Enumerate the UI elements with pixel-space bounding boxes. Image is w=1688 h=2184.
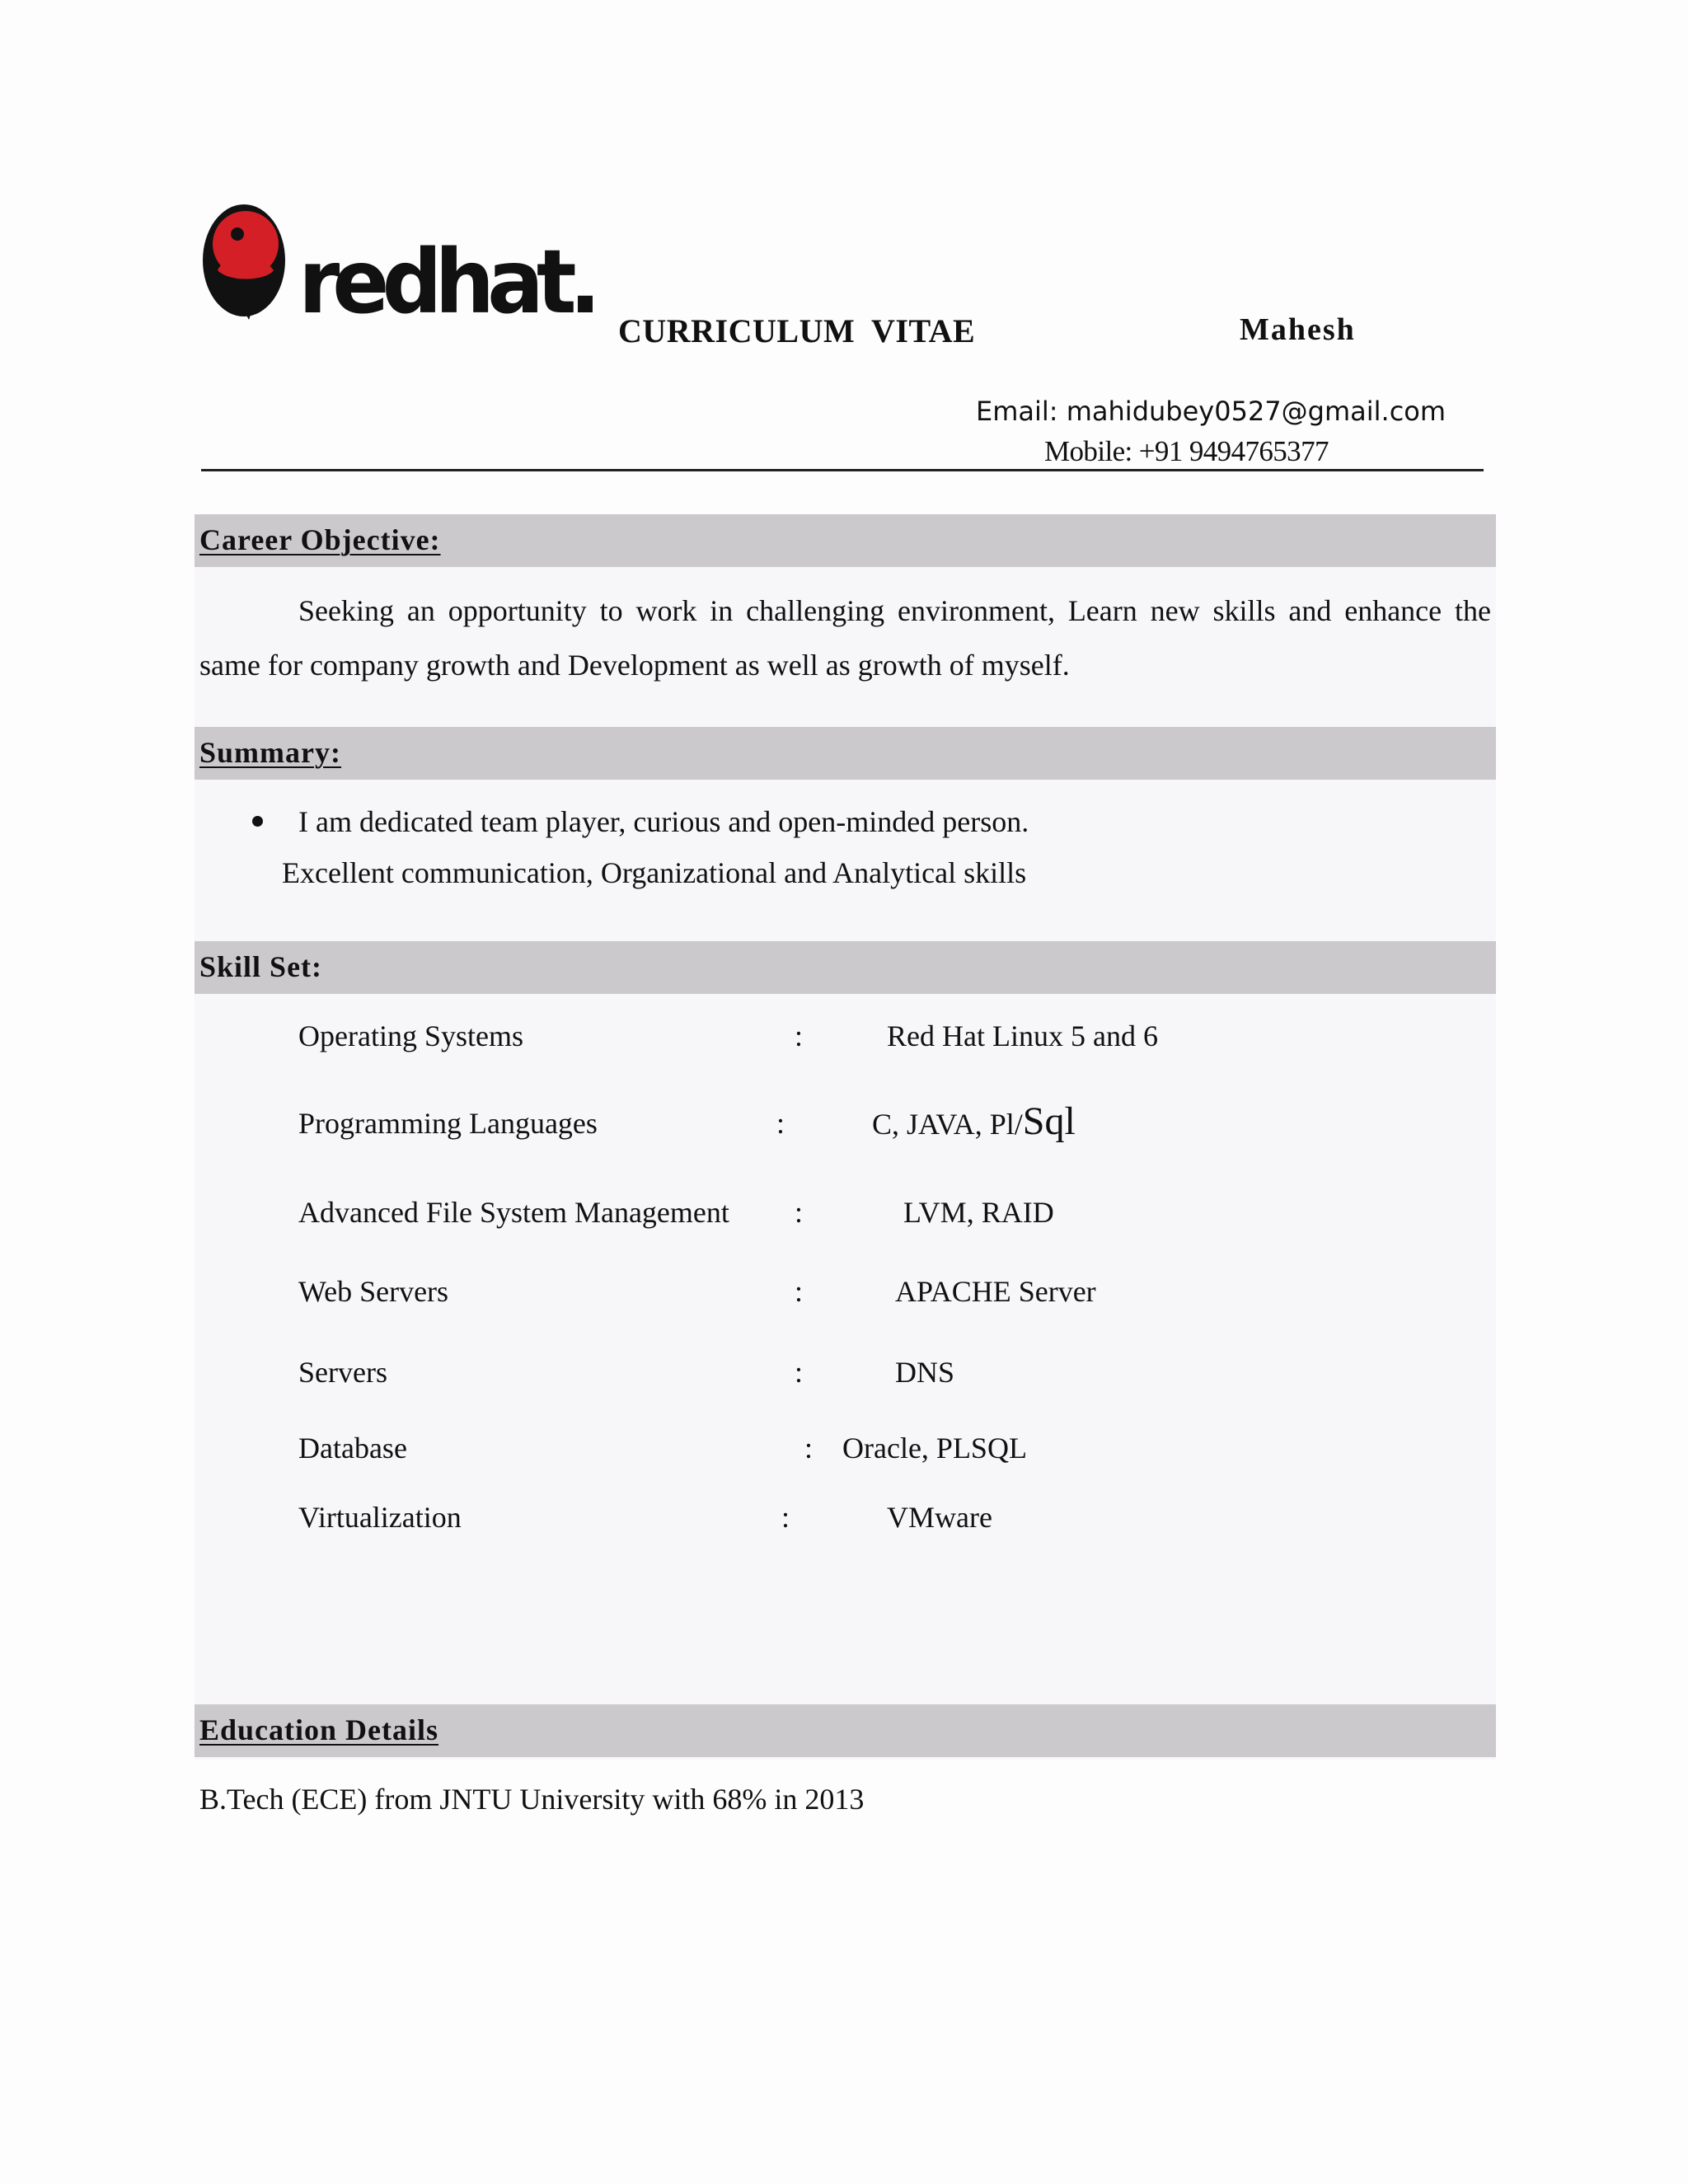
skill-label-virtualization: Virtualization <box>298 1501 462 1534</box>
skill-separator: : <box>804 1432 814 1465</box>
skill-separator: : <box>776 1107 785 1140</box>
education-line: B.Tech (ECE) from JNTU University with 68% in 2013 <box>199 1783 865 1816</box>
header-divider <box>201 469 1484 471</box>
skill-separator: : <box>795 1019 804 1052</box>
skill-label-web-servers: Web Servers <box>298 1275 449 1308</box>
skill-label-servers: Servers <box>298 1356 387 1389</box>
mobile-contact: Mobile: +91 9494765377 <box>1044 435 1329 467</box>
skill-label-file-system: Advanced File System Management <box>298 1196 729 1229</box>
skill-value-file-system: LVM, RAID <box>903 1196 1054 1229</box>
skill-set-heading-bar <box>195 941 1496 994</box>
skill-separator: : <box>795 1356 804 1389</box>
education-heading: Education Details <box>199 1713 439 1746</box>
logo-wordmark: redhat. <box>298 230 594 334</box>
summary-heading: Summary: <box>199 736 341 769</box>
skill-separator: : <box>795 1196 804 1229</box>
skill-separator: : <box>781 1501 790 1534</box>
email-contact: Email: mahidubey0527@gmail.com <box>976 396 1447 427</box>
skill-value-virtualization: VMware <box>887 1501 992 1534</box>
skill-value-servers: DNS <box>895 1356 955 1389</box>
education-heading-bar <box>195 1704 1496 1757</box>
summary-heading-bar <box>195 727 1496 780</box>
career-objective-heading: Career Objective: <box>199 523 441 556</box>
career-objective-heading-bar <box>195 514 1496 567</box>
summary-bullet-text: I am dedicated team player, curious and open-minded person. <box>298 805 1029 838</box>
skill-label-operating-systems: Operating Systems <box>298 1019 523 1052</box>
document-title: CURRICULUM VITAE <box>618 312 976 349</box>
skill-value-operating-systems: Red Hat Linux 5 and 6 <box>887 1019 1158 1052</box>
bullet-icon <box>252 816 263 827</box>
skill-value-programming-languages: C, JAVA, Pl/Sql <box>872 1099 1076 1143</box>
summary-line-2: Excellent communication, Organizational and Analytical skills <box>282 856 1027 889</box>
skill-label-database: Database <box>298 1432 407 1465</box>
skill-value-database: Oracle, PLSQL <box>842 1432 1027 1465</box>
career-objective-line-1: Seeking an opportunity to work in challenging environment, Learn new skills and enhance the <box>298 594 1491 627</box>
skill-separator: : <box>795 1275 804 1308</box>
skill-label-programming-languages: Programming Languages <box>298 1107 598 1140</box>
candidate-name: Mahesh <box>1240 312 1356 347</box>
skill-value-web-servers: APACHE Server <box>895 1275 1096 1308</box>
skill-set-heading: Skill Set: <box>199 950 323 983</box>
redhat-logo <box>201 194 594 334</box>
career-objective-line-2: same for company growth and Development as well as growth of myself. <box>199 649 1070 682</box>
